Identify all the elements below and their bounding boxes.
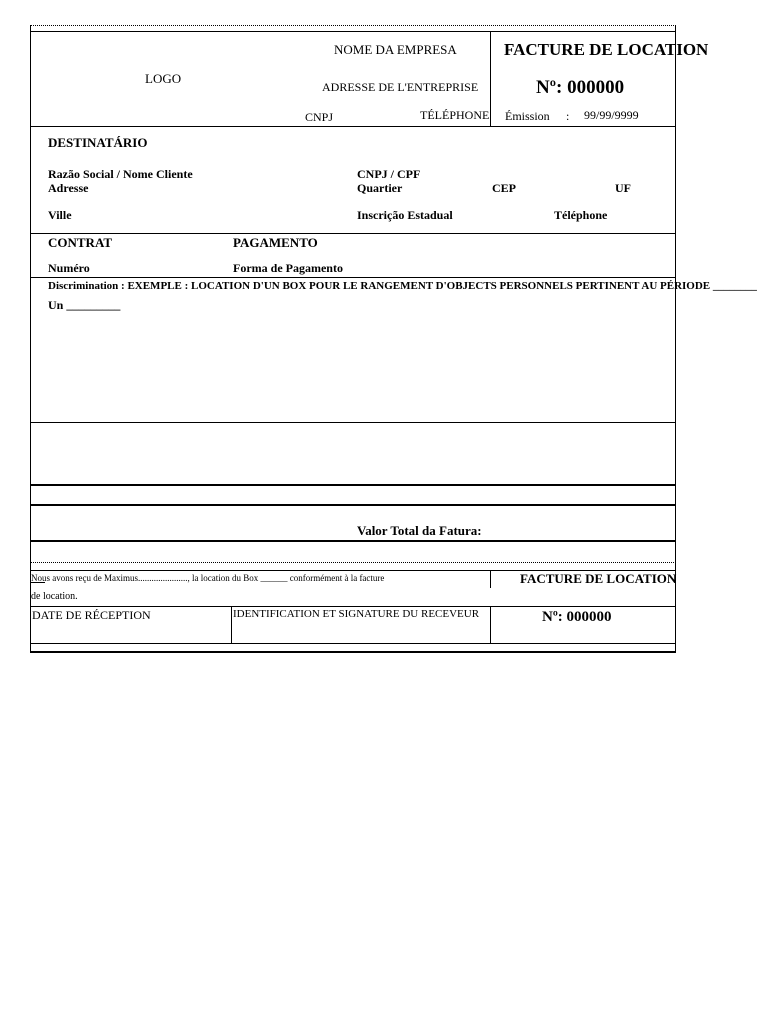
recipient-cep: CEP	[492, 181, 516, 195]
receipt-sign-divider	[490, 606, 491, 643]
receipt-text-line2: de location.	[31, 591, 78, 602]
frame-bottom-line	[30, 651, 676, 653]
company-address: ADRESSE DE L'ENTREPRISE	[322, 80, 479, 94]
top-dotted-line	[30, 25, 676, 26]
frame-left-line	[30, 25, 31, 652]
recipient-cnpj-cpf: CNPJ / CPF	[357, 167, 421, 181]
invoice-number: Nº: 000000	[536, 77, 625, 98]
header-bottom-line	[30, 126, 676, 127]
discrimination-unit: Un _________	[48, 298, 121, 312]
recipient-heading: DESTINATÁRIO	[48, 135, 148, 150]
receipt-bottom-line	[30, 643, 676, 644]
payment-forma: Forma de Pagamento	[233, 261, 343, 275]
emission-date: 99/99/9999	[584, 108, 639, 122]
header-divider	[490, 31, 491, 126]
frame-right-line	[675, 25, 676, 652]
recipient-adresse: Adresse	[48, 181, 89, 195]
frame-top-line	[30, 31, 676, 32]
box-bottom-line	[30, 484, 676, 486]
company-name: NOME DA EMPRESA	[334, 42, 457, 57]
receipt-underline	[31, 582, 45, 583]
emission-colon: :	[566, 109, 570, 123]
recipient-telephone: Téléphone	[554, 208, 608, 222]
recipient-razao-social: Razão Social / Nome Cliente	[48, 167, 193, 181]
contract-numero: Numéro	[48, 261, 90, 275]
discrimination-bottom-line	[30, 422, 676, 423]
total-label: Valor Total da Fatura:	[357, 523, 482, 538]
emission-label: Émission	[505, 109, 550, 123]
receipt-text-line1: Nous avons reçu de Maximus......................, la location du Box ______ conformément à la facture	[31, 573, 385, 583]
logo-placeholder: LOGO	[145, 71, 182, 86]
recipient-inscricao: Inscrição Estadual	[357, 208, 453, 222]
recipient-quartier: Quartier	[357, 181, 403, 195]
receipt-date-divider	[231, 606, 232, 643]
payment-heading: PAGAMENTO	[233, 235, 318, 250]
company-telephone: TÉLÉPHONE	[420, 108, 490, 122]
receipt-mid-line	[30, 606, 676, 607]
receipt-signature-label: IDENTIFICATION ET SIGNATURE DU RECEVEUR	[233, 608, 480, 620]
recipient-uf: UF	[615, 181, 631, 195]
receipt-title-divider	[490, 570, 491, 588]
receipt-title: FACTURE DE LOCATION	[520, 571, 677, 586]
receipt-number: Nº: 000000	[542, 609, 612, 625]
contract-bottom-line	[30, 277, 676, 278]
discrimination-text: Discrimination : EXEMPLE : LOCATION D'UN BOX POUR LE RANGEMENT D'OBJECTS PERSONNELS PERTINENT AU PÉRIODE ________	[48, 280, 757, 292]
company-cnpj: CNPJ	[305, 110, 334, 124]
recipient-ville: Ville	[48, 208, 72, 222]
contract-heading: CONTRAT	[48, 235, 113, 250]
total-bottom-line	[30, 540, 676, 542]
blank-row-line	[30, 504, 676, 506]
cut-dotted-line	[30, 562, 676, 563]
receipt-date-label: DATE DE RÉCEPTION	[32, 608, 151, 622]
recipient-bottom-line	[30, 233, 676, 234]
invoice-title: FACTURE DE LOCATION	[504, 40, 709, 59]
